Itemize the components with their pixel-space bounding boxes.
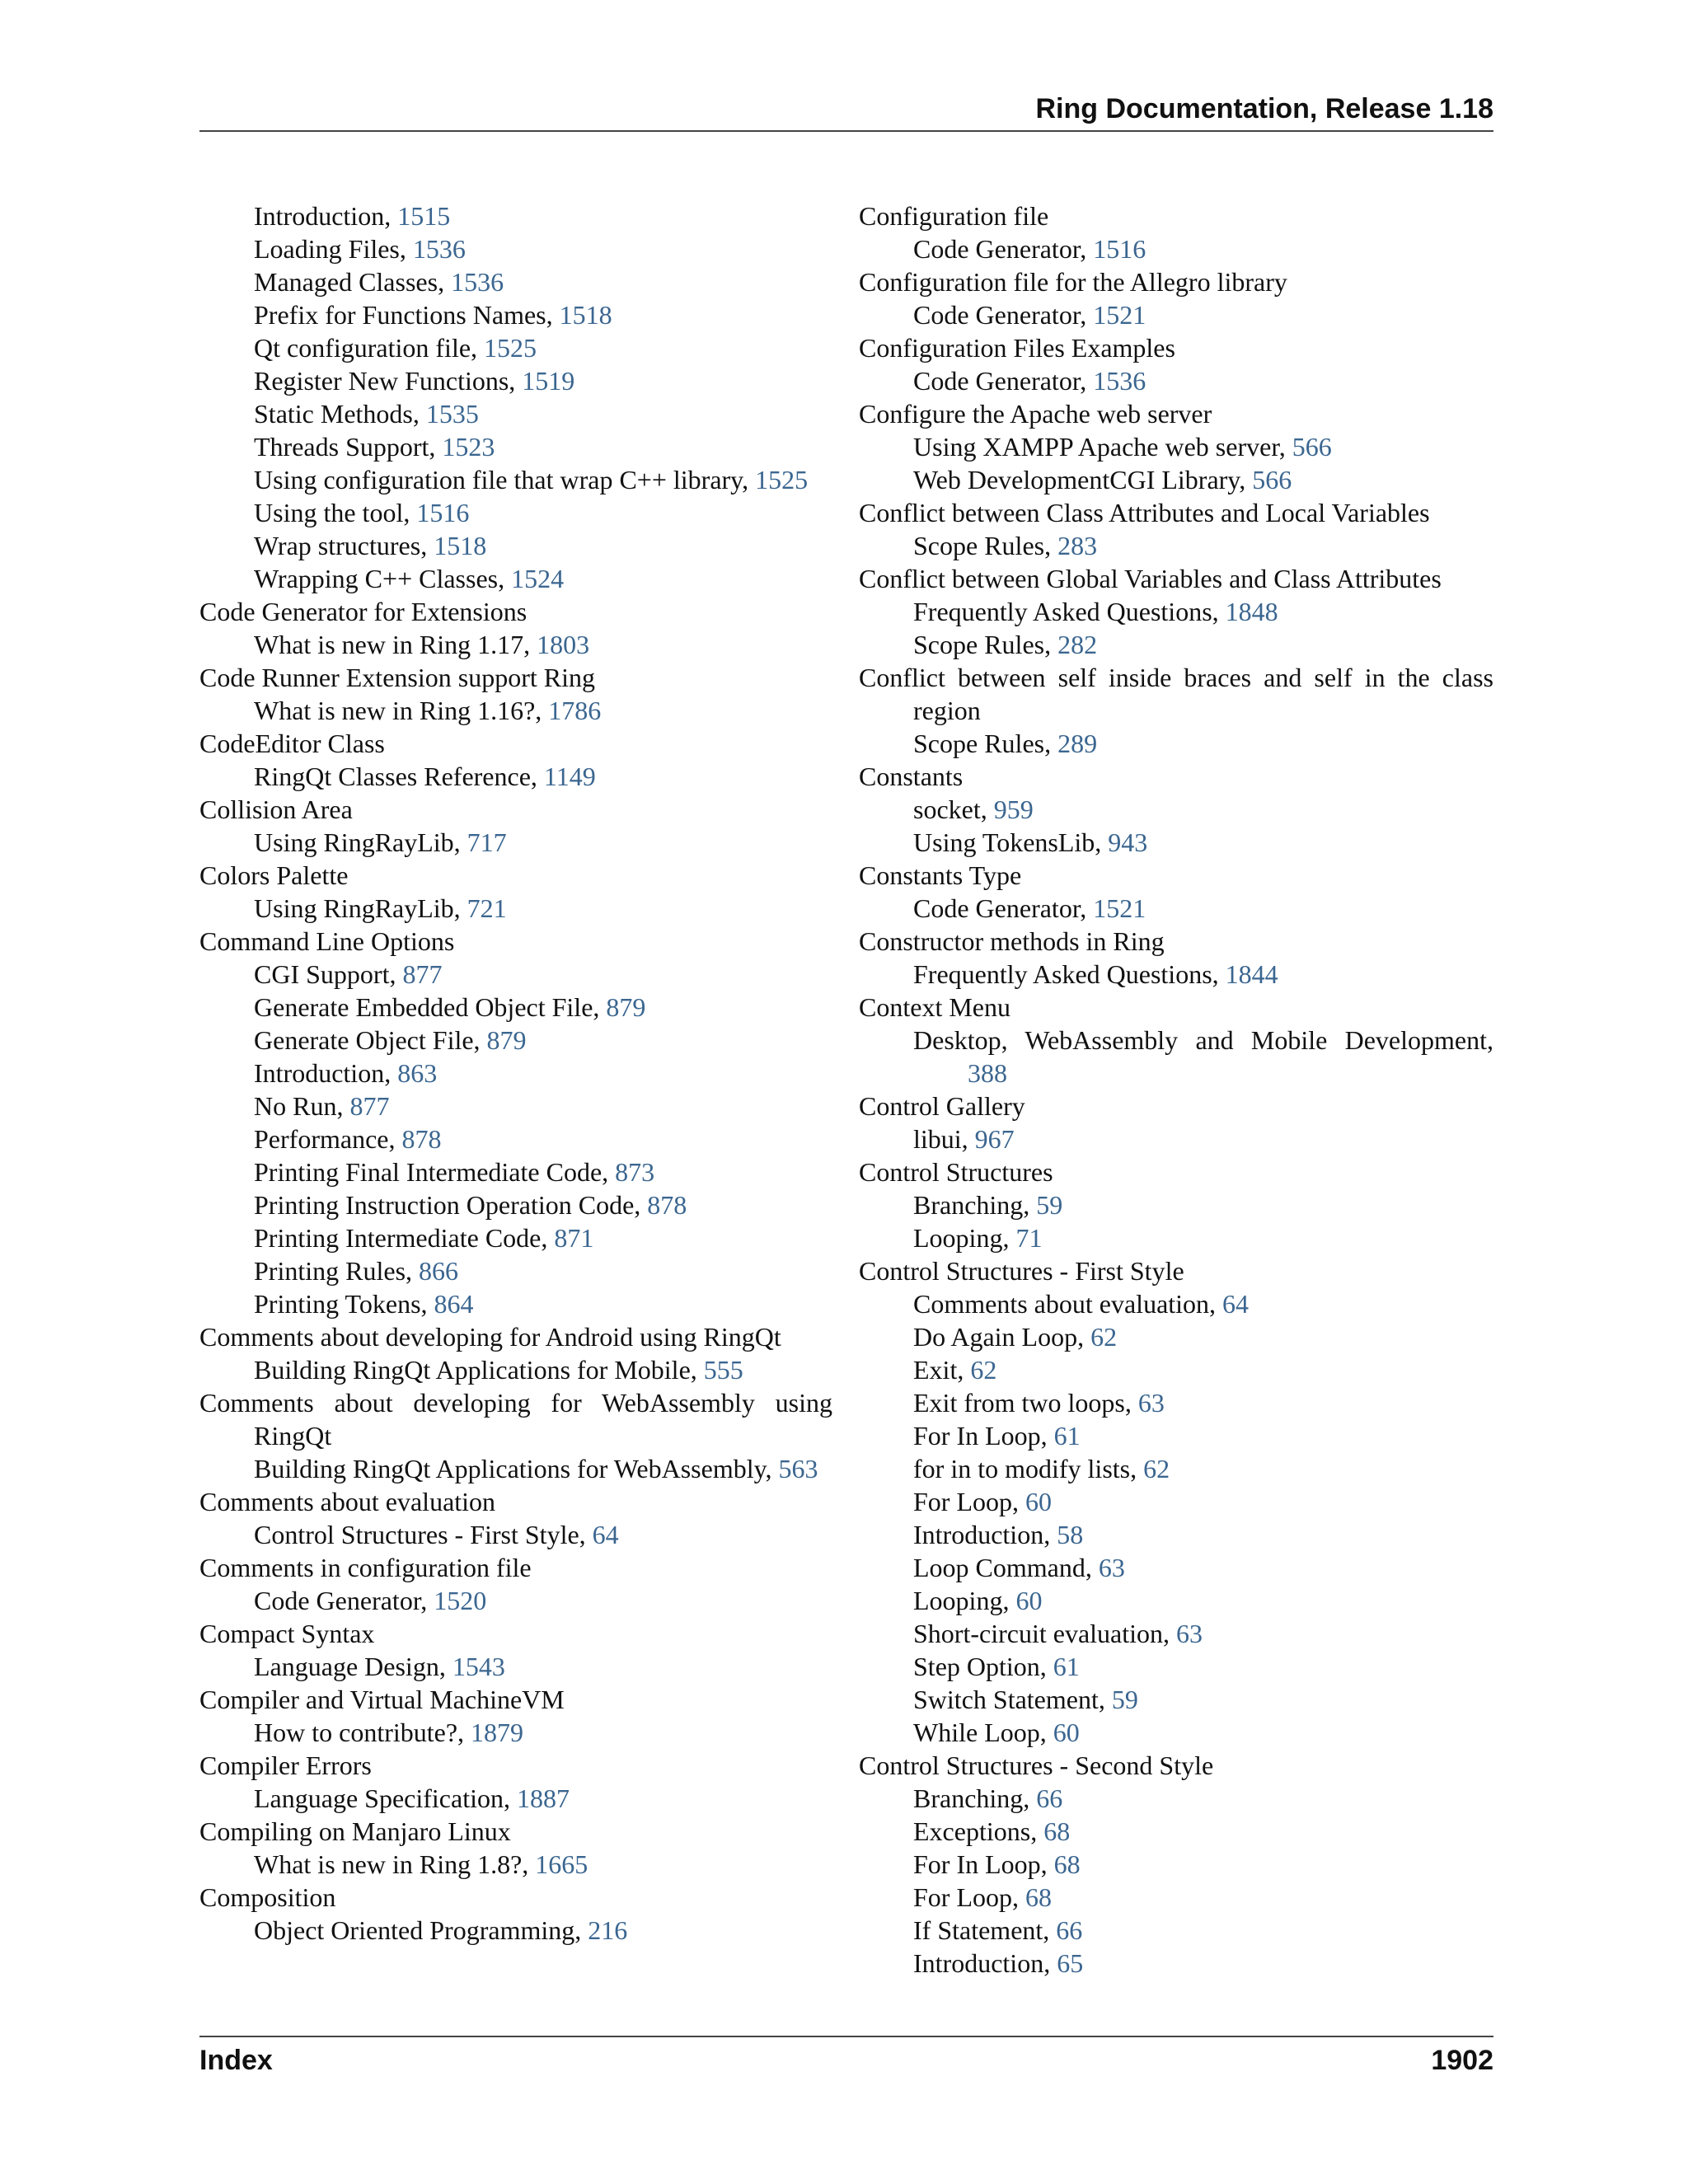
index-term — [859, 1254, 1493, 1287]
entry-text: Conflict between Class Attributes and Local Variables — [859, 498, 1430, 527]
entry-text: CGI Support, — [254, 959, 403, 989]
entry-text: Loading Files, — [254, 234, 413, 264]
index-subentry — [199, 892, 832, 925]
entry-text: Code Runner Extension support Ring — [199, 663, 595, 692]
entry-text: Using RingRayLib, — [254, 893, 467, 923]
page-link[interactable]: 60 — [1025, 1487, 1052, 1516]
entry-text: Using XAMPP Apache web server, — [913, 432, 1292, 462]
entry-text: Frequently Asked Questions, — [913, 597, 1226, 626]
entry-text: Scope Rules, — [913, 729, 1058, 758]
entry-text: Generate Embedded Object File, — [254, 992, 607, 1022]
entry-text: Exit, — [913, 1355, 971, 1385]
page-link[interactable]: 62 — [1143, 1454, 1170, 1483]
index-term — [199, 859, 832, 892]
index-subentry — [859, 1551, 1493, 1584]
page-link[interactable]: 566 — [1252, 465, 1292, 494]
index-term — [199, 1320, 832, 1353]
index-term — [859, 199, 1493, 232]
index-subentry — [859, 1221, 1493, 1254]
page-link[interactable]: 1518 — [434, 531, 487, 560]
entry-text: for in to modify lists, — [913, 1454, 1144, 1483]
entry-text: Introduction, — [913, 1948, 1057, 1978]
entry-text: Constants — [859, 762, 964, 791]
page-link[interactable]: 60 — [1053, 1718, 1080, 1747]
page-link[interactable]: 66 — [1036, 1783, 1063, 1813]
index-subentry — [199, 958, 832, 991]
page-link[interactable]: 1536 — [1093, 366, 1146, 396]
running-header: Ring Documentation, Release 1.18 — [1035, 93, 1493, 124]
page-link[interactable]: 61 — [1053, 1652, 1080, 1681]
page-link[interactable]: 1516 — [1093, 234, 1146, 264]
page-link[interactable]: 1786 — [548, 696, 602, 725]
index-subentry — [859, 1386, 1493, 1419]
index-subentry — [199, 397, 832, 430]
entry-text: Conflict between Global Variables and Class Attributes — [859, 564, 1442, 593]
index-subentry — [859, 628, 1493, 661]
index-subentry — [199, 1254, 832, 1287]
index-term — [859, 760, 1493, 793]
page-link[interactable]: 216 — [588, 1915, 628, 1945]
entry-text: Control Structures - Second Style — [859, 1750, 1214, 1780]
page-link[interactable]: 1524 — [511, 564, 565, 593]
index-subentry — [859, 1782, 1493, 1815]
page-link[interactable]: 64 — [592, 1520, 619, 1549]
entry-text: If Statement, — [913, 1915, 1057, 1945]
index-term — [199, 1881, 832, 1914]
index-subentry — [859, 1617, 1493, 1650]
entry-text: Printing Instruction Operation Code, — [254, 1190, 648, 1220]
page-link[interactable]: 879 — [486, 1025, 527, 1055]
index-subentry — [199, 199, 832, 232]
page-link[interactable]: 66 — [1056, 1915, 1083, 1945]
page-link[interactable]: 58 — [1057, 1520, 1084, 1549]
entry-text: Managed Classes, — [254, 267, 452, 297]
index-term — [859, 1749, 1493, 1782]
index-subentry — [859, 364, 1493, 397]
page-link[interactable]: 566 — [1292, 432, 1332, 462]
index-subentry — [199, 991, 832, 1024]
index-subentry — [859, 958, 1493, 991]
entry-text: Performance, — [254, 1124, 402, 1154]
index-subentry — [859, 1716, 1493, 1749]
page-link[interactable]: 563 — [778, 1454, 818, 1483]
entry-text: socket, — [913, 794, 994, 824]
entry-text: Conflict between self inside braces and self in the class region — [859, 663, 1493, 725]
entry-text: Branching, — [913, 1190, 1037, 1220]
index-subentry — [199, 628, 832, 661]
entry-text: Control Structures - First Style — [859, 1256, 1184, 1286]
index-subentry — [199, 826, 832, 859]
entry-text: Comments about evaluation, — [913, 1289, 1223, 1319]
index-subentry — [199, 265, 832, 298]
entry-text: Prefix for Functions Names, — [254, 300, 560, 330]
page-link[interactable]: 62 — [970, 1355, 997, 1385]
index-subentry — [859, 1815, 1493, 1848]
page-link[interactable]: 1521 — [1093, 893, 1146, 923]
index-subentry — [199, 529, 832, 562]
entry-text: Branching, — [913, 1783, 1037, 1813]
entry-text: Code Generator, — [913, 893, 1094, 923]
page-link[interactable]: 68 — [1043, 1816, 1071, 1846]
index-subentry — [859, 1188, 1493, 1221]
index-subentry — [199, 694, 832, 727]
page-link[interactable]: 388 — [968, 1058, 1007, 1088]
page-link[interactable]: 878 — [647, 1190, 687, 1220]
footer-page-number: 1902 — [1431, 2045, 1493, 2076]
index-subentry — [199, 463, 832, 496]
page-link[interactable]: 866 — [419, 1256, 459, 1286]
page-link[interactable]: 289 — [1057, 729, 1098, 758]
entry-text: For Loop, — [913, 1487, 1025, 1516]
page-link[interactable]: 282 — [1057, 630, 1098, 659]
index-term — [199, 793, 832, 826]
index-subentry — [199, 1221, 832, 1254]
entry-text: Scope Rules, — [913, 630, 1058, 659]
entry-text: Using the tool, — [254, 498, 417, 527]
index-subentry — [859, 1485, 1493, 1518]
page-link[interactable]: 1803 — [537, 630, 590, 659]
footer-section-label: Index — [199, 2045, 273, 2076]
page-link[interactable]: 71 — [1015, 1223, 1043, 1253]
index-subentry — [859, 1518, 1493, 1551]
entry-text: No Run, — [254, 1091, 350, 1121]
page-link[interactable]: 65 — [1057, 1948, 1084, 1978]
entry-text: Configure the Apache web server — [859, 399, 1212, 429]
entry-text: Frequently Asked Questions, — [913, 959, 1226, 989]
index-subentry — [199, 1155, 832, 1188]
footer-rule — [199, 2036, 1493, 2037]
page-link[interactable]: 878 — [401, 1124, 442, 1154]
index-subentry — [859, 727, 1493, 760]
index-subentry — [199, 1452, 832, 1485]
index-subentry — [199, 760, 832, 793]
entry-text: What is new in Ring 1.17, — [254, 630, 537, 659]
page-link[interactable]: 1525 — [755, 465, 809, 494]
index-subentry — [859, 1584, 1493, 1617]
entry-text: RingQt Classes Reference, — [254, 762, 544, 791]
entry-text: Generate Object File, — [254, 1025, 487, 1055]
page-link[interactable]: 717 — [467, 827, 507, 857]
page-link[interactable]: 1521 — [1093, 300, 1146, 330]
index-subentry — [859, 1024, 1493, 1090]
entry-text: Web DevelopmentCGI Library, — [913, 465, 1253, 494]
index-term — [199, 925, 832, 958]
entry-text: Threads Support, — [254, 432, 443, 462]
entry-text: Composition — [199, 1882, 336, 1912]
entry-text: Comments about developing for Android using RingQt — [199, 1322, 781, 1352]
entry-text: Static Methods, — [254, 399, 426, 429]
page-link[interactable]: 283 — [1057, 531, 1098, 560]
entry-text: Looping, — [913, 1586, 1016, 1615]
entry-text: Introduction, — [254, 1058, 398, 1088]
index-term — [199, 1749, 832, 1782]
index-term — [859, 562, 1493, 595]
header-rule — [199, 130, 1493, 132]
index-subentry — [859, 793, 1493, 826]
entry-text: Control Structures - First Style, — [254, 1520, 593, 1549]
page-link[interactable]: 879 — [606, 992, 646, 1022]
index-subentry — [859, 1947, 1493, 1980]
page-link[interactable]: 68 — [1025, 1882, 1052, 1912]
entry-text: libui, — [913, 1124, 975, 1154]
entry-text: Control Gallery — [859, 1091, 1025, 1121]
entry-text: Using TokensLib, — [913, 827, 1109, 857]
page-link[interactable]: 64 — [1222, 1289, 1250, 1319]
page-link[interactable]: 555 — [703, 1355, 743, 1385]
page-link[interactable]: 59 — [1036, 1190, 1063, 1220]
entry-text: What is new in Ring 1.8?, — [254, 1849, 536, 1879]
index-subentry — [199, 1090, 832, 1122]
index-subentry — [859, 826, 1493, 859]
index-subentry — [199, 1914, 832, 1947]
index-term — [199, 1485, 832, 1518]
entry-text: Desktop, WebAssembly and Mobile Development, — [913, 1025, 1493, 1055]
entry-text: For In Loop, — [913, 1849, 1054, 1879]
index-subentry — [199, 1287, 832, 1320]
page-link[interactable]: 877 — [349, 1091, 390, 1121]
entry-text: Using RingRayLib, — [254, 827, 467, 857]
page-link[interactable]: 1887 — [516, 1783, 570, 1813]
index-subentry — [199, 1057, 832, 1090]
entry-text: Introduction, — [913, 1520, 1057, 1549]
index-term — [859, 397, 1493, 430]
index-subentry — [199, 496, 832, 529]
index-subentry — [859, 1122, 1493, 1155]
index-subentry — [199, 1024, 832, 1057]
entry-text: Wrapping C++ Classes, — [254, 564, 512, 593]
page-link[interactable]: 864 — [434, 1289, 474, 1319]
entry-text: Comments about developing for WebAssembly using RingQt — [199, 1388, 832, 1451]
page-link[interactable]: 1523 — [442, 432, 495, 462]
entry-text: Command Line Options — [199, 926, 455, 956]
page-link[interactable]: 863 — [397, 1058, 438, 1088]
page-link[interactable]: 1536 — [412, 234, 466, 264]
entry-text: Loop Command, — [913, 1553, 1099, 1582]
index-subentry — [199, 562, 832, 595]
entry-text: Introduction, — [254, 201, 398, 231]
entry-text: Exit from two loops, — [913, 1388, 1138, 1418]
index-term — [859, 496, 1493, 529]
page-link[interactable]: 1535 — [425, 399, 479, 429]
index-subentry — [199, 1518, 832, 1551]
index-term — [199, 1386, 832, 1452]
index-term — [199, 1617, 832, 1650]
entry-text: Constructor methods in Ring — [859, 926, 1165, 956]
entry-text: Compiler Errors — [199, 1750, 372, 1780]
entry-text: Code Generator, — [913, 234, 1094, 264]
page-link[interactable]: 1879 — [471, 1718, 524, 1747]
entry-text: Looping, — [913, 1223, 1016, 1253]
index-subentry — [859, 1914, 1493, 1947]
entry-text: For In Loop, — [913, 1421, 1054, 1451]
index-subentry — [859, 430, 1493, 463]
entry-text: Collision Area — [199, 794, 353, 824]
entry-text: For Loop, — [913, 1882, 1025, 1912]
index-subentry — [199, 1122, 832, 1155]
entry-text: Printing Tokens, — [254, 1289, 434, 1319]
entry-text: Using configuration file that wrap C++ library, — [254, 465, 756, 494]
entry-text: Language Design, — [254, 1652, 452, 1681]
entry-text: Colors Palette — [199, 860, 349, 890]
entry-text: Building RingQt Applications for Mobile, — [254, 1355, 704, 1385]
index-term — [859, 265, 1493, 298]
index-subentry — [859, 1848, 1493, 1881]
entry-text: Step Option, — [913, 1652, 1053, 1681]
page-link[interactable]: 873 — [615, 1157, 655, 1187]
index-term — [859, 925, 1493, 958]
index-subentry — [199, 331, 832, 364]
index-subentry — [859, 1881, 1493, 1914]
index-subentry — [859, 1683, 1493, 1716]
index-subentry — [199, 1782, 832, 1815]
index-subentry — [859, 892, 1493, 925]
index-subentry — [199, 430, 832, 463]
entry-text: Printing Intermediate Code, — [254, 1223, 555, 1253]
entry-text: Configuration file for the Allegro library — [859, 267, 1287, 297]
entry-text: Code Generator for Extensions — [199, 597, 528, 626]
entry-text: Printing Final Intermediate Code, — [254, 1157, 616, 1187]
entry-text: Constants Type — [859, 860, 1022, 890]
page-link[interactable]: 1519 — [522, 366, 575, 396]
page-link[interactable]: 63 — [1137, 1388, 1165, 1418]
page-link[interactable]: 1665 — [535, 1849, 588, 1879]
page-link[interactable]: 1536 — [451, 267, 504, 297]
index-term — [199, 1551, 832, 1584]
index-subentry — [859, 1452, 1493, 1485]
index-subentry — [859, 1287, 1493, 1320]
entry-text: CodeEditor Class — [199, 729, 385, 758]
page-link[interactable]: 871 — [554, 1223, 594, 1253]
page-link[interactable]: 1520 — [434, 1586, 487, 1615]
entry-text: Switch Statement, — [913, 1685, 1112, 1714]
page-link[interactable]: 60 — [1015, 1586, 1043, 1615]
entry-text: Compiling on Manjaro Linux — [199, 1816, 511, 1846]
index-subentry — [199, 1650, 832, 1683]
entry-text: While Loop, — [913, 1718, 1053, 1747]
entry-text: Do Again Loop, — [913, 1322, 1091, 1352]
page-link[interactable]: 68 — [1053, 1849, 1081, 1879]
index-subentry — [859, 1353, 1493, 1386]
index-term — [859, 991, 1493, 1024]
entry-text: Short-circuit evaluation, — [913, 1619, 1177, 1648]
entry-text: Register New Functions, — [254, 366, 523, 396]
index-subentry — [859, 1320, 1493, 1353]
index-term — [199, 1683, 832, 1716]
index-term — [859, 661, 1493, 727]
page-link[interactable]: 62 — [1090, 1322, 1118, 1352]
page-link[interactable]: 59 — [1111, 1685, 1138, 1714]
entry-text: Object Oriented Programming, — [254, 1915, 588, 1945]
page-link[interactable]: 877 — [402, 959, 443, 989]
entry-text: How to contribute?, — [254, 1718, 471, 1747]
entry-text: Scope Rules, — [913, 531, 1058, 560]
index-term — [199, 1815, 832, 1848]
index-subentry — [859, 298, 1493, 331]
page-link[interactable]: 1515 — [397, 201, 451, 231]
page-link[interactable]: 721 — [467, 893, 507, 923]
entry-text: Configuration file — [859, 201, 1049, 231]
entry-text: Comments about evaluation — [199, 1487, 496, 1516]
entry-text: Exceptions, — [913, 1816, 1044, 1846]
page-link[interactable]: 1149 — [543, 762, 596, 791]
index-subentry — [199, 1848, 832, 1881]
entry-text: What is new in Ring 1.16?, — [254, 696, 549, 725]
index-term — [199, 661, 832, 694]
index-subentry — [199, 1353, 832, 1386]
index-column-left — [199, 199, 832, 1947]
page-link[interactable]: 1516 — [416, 498, 470, 527]
index-subentry — [859, 463, 1493, 496]
index-term — [859, 859, 1493, 892]
entry-text: Building RingQt Applications for WebAssembly, — [254, 1454, 779, 1483]
index-term — [199, 727, 832, 760]
page-link[interactable]: 61 — [1053, 1421, 1081, 1451]
index-term — [199, 595, 832, 628]
index-subentry — [199, 298, 832, 331]
entry-text: Code Generator, — [254, 1586, 434, 1615]
page-link[interactable]: 63 — [1098, 1553, 1125, 1582]
index-term — [859, 331, 1493, 364]
page-link[interactable]: 959 — [993, 794, 1034, 824]
page-link[interactable]: 1844 — [1225, 959, 1278, 989]
entry-text: Compiler and Virtual MachineVM — [199, 1685, 565, 1714]
entry-text: Qt configuration file, — [254, 333, 485, 363]
entry-text: Control Structures — [859, 1157, 1053, 1187]
index-column-right — [859, 199, 1493, 1980]
page-link[interactable]: 1525 — [484, 333, 537, 363]
page-link[interactable]: 943 — [1108, 827, 1148, 857]
page-link[interactable]: 1848 — [1225, 597, 1278, 626]
index-subentry — [859, 232, 1493, 265]
entry-text: Code Generator, — [913, 366, 1094, 396]
index-subentry — [199, 1584, 832, 1617]
entry-text: Compact Syntax — [199, 1619, 375, 1648]
page-link[interactable]: 1543 — [452, 1652, 505, 1681]
page-link[interactable]: 967 — [974, 1124, 1015, 1154]
index-subentry — [859, 1419, 1493, 1452]
page-link[interactable]: 1518 — [559, 300, 612, 330]
page-link[interactable]: 63 — [1176, 1619, 1203, 1648]
entry-text: Printing Rules, — [254, 1256, 420, 1286]
index-term — [859, 1155, 1493, 1188]
index-subentry — [199, 364, 832, 397]
index-subentry — [859, 595, 1493, 628]
entry-text: Language Specification, — [254, 1783, 517, 1813]
index-subentry — [199, 1716, 832, 1749]
index-subentry — [199, 232, 832, 265]
index-term — [859, 1090, 1493, 1122]
entry-text: Comments in configuration file — [199, 1553, 532, 1582]
index-subentry — [199, 1188, 832, 1221]
entry-text: Configuration Files Examples — [859, 333, 1175, 363]
index-subentry — [859, 529, 1493, 562]
entry-text: Code Generator, — [913, 300, 1094, 330]
index-subentry — [859, 1650, 1493, 1683]
entry-text: Wrap structures, — [254, 531, 434, 560]
entry-text: Context Menu — [859, 992, 1010, 1022]
